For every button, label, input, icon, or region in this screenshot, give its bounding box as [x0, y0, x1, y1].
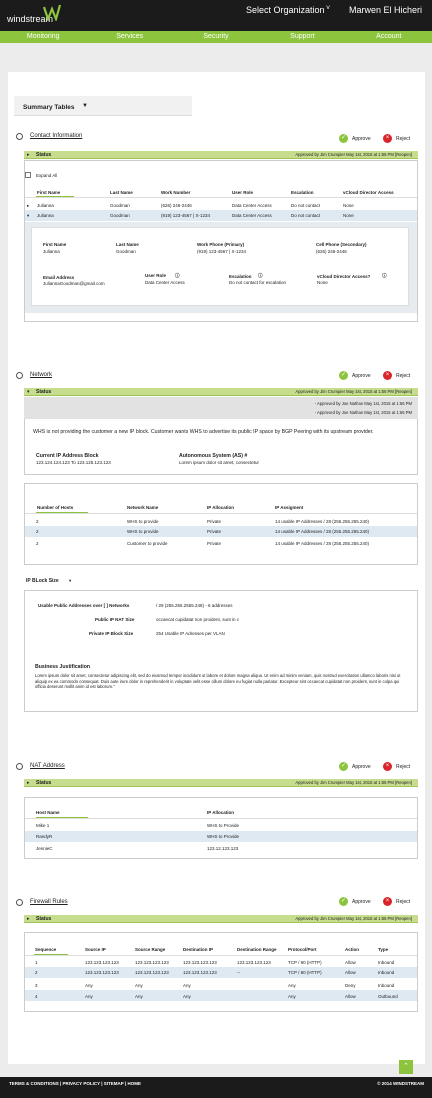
justification-text: Lorem ipsum dolor sit amet, consectetur adipiscing elit, sed do eiusmod tempor incididunt ut labore et dolore magna aliqua. Ut enim ad minim veniam, quis nostrud exercitation ullamco laboris nisi ut aliquip ex ea commodo consequat. Duis aute irure dolor in reprehenderit in voluptate velit esse cillum dolore eu fugiat nulla pariatur. Excepteur sint occaecat cupidatat non proident, sunt in culpa qui officia deserunt mollit anim id est laborum."	[35, 673, 401, 689]
cell: Goodman	[110, 203, 130, 208]
cell: TCP / 80 (HTTP)	[288, 960, 322, 965]
col-escalation[interactable]: Escalation	[291, 190, 314, 195]
collapse-icon[interactable]: ▸	[27, 780, 30, 786]
col-destination-range[interactable]: Destination Range	[237, 947, 277, 952]
cell: Allow	[345, 994, 356, 999]
content-canvas	[8, 72, 425, 1064]
history-item: - Approved by Joe Nathan May 1st, 2015 at 1:56 PM	[314, 401, 412, 406]
nav-services[interactable]: Services	[116, 33, 144, 40]
nat-title[interactable]: NAT Address	[30, 763, 65, 769]
cell: Any	[288, 983, 296, 988]
approve-button[interactable]: Approve	[352, 373, 371, 379]
cell: 3	[35, 983, 38, 988]
col-source-range[interactable]: Source Range	[135, 947, 166, 952]
cell: Do not contact	[291, 213, 321, 218]
detail-label: Escalation	[229, 274, 252, 279]
firewall-status-bar[interactable]	[24, 915, 418, 923]
ip-block-panel	[24, 590, 418, 712]
cell: 14 usable IP Addresses / 28 (255.255.255.240)	[275, 541, 369, 546]
ip-value: 254 Usable IP Adresses per VLAN	[156, 631, 225, 636]
network-info-panel	[24, 419, 418, 475]
cell: 2	[36, 519, 39, 524]
col-network-name[interactable]: Network Name	[127, 505, 159, 510]
status-label: Status	[36, 152, 52, 158]
cell: Any	[135, 994, 143, 999]
detail-label: Last Name	[116, 242, 139, 247]
ip-label: Usable Public Addresses over [ ] Networks	[38, 603, 130, 608]
chevron-down-icon[interactable]: ▾	[69, 578, 72, 583]
cell: Data Center Access	[232, 213, 272, 218]
cell: Any	[85, 983, 93, 988]
main-nav	[0, 31, 432, 43]
collapse-icon[interactable]: ▸	[27, 152, 30, 158]
col-ip-allocation[interactable]: IP Allocation	[207, 810, 235, 815]
divider	[25, 955, 417, 956]
cell: Any	[85, 994, 93, 999]
cell: WHS to provide	[127, 529, 159, 534]
cell: Allow	[345, 970, 356, 975]
cell: 4	[35, 994, 38, 999]
cell: Customer to provide	[127, 541, 168, 546]
close-icon[interactable]: ×	[383, 897, 392, 906]
close-icon[interactable]: ×	[383, 762, 392, 771]
contact-title[interactable]: Contact Information	[30, 133, 83, 139]
ip-value: occaecat cupidatat non proident, sunt in c	[156, 617, 240, 622]
justification-label: Business Justification	[35, 664, 91, 670]
current-ip-label: Current IP Address Block	[36, 453, 99, 459]
network-status-bar[interactable]	[24, 388, 418, 396]
status-label: Status	[36, 780, 52, 786]
detail-label: First Name	[43, 242, 67, 247]
check-icon[interactable]: ✓	[340, 372, 347, 378]
cell: None	[343, 203, 354, 208]
cell: Any	[183, 994, 191, 999]
col-first-name[interactable]: First Name	[37, 190, 61, 195]
cell: 2	[36, 529, 39, 534]
detail-label: User Role	[145, 273, 167, 278]
cell: 1	[35, 960, 38, 965]
network-title[interactable]: Network	[30, 372, 53, 378]
history-item: - Approved by Joe Nathan May 1st, 2015 at 1:56 PM	[314, 410, 412, 415]
col-destination-ip[interactable]: Destination IP	[183, 947, 214, 952]
cell: Any	[135, 983, 143, 988]
cell: 14 usable IP Addresses / 28 (255.255.255.240)	[275, 529, 369, 534]
approval-text[interactable]: Approved by Jim Crumpier May 1st, 2015 at 1:56 PM [Reopen]	[295, 152, 412, 157]
cell: 123.123.123.123	[183, 970, 217, 975]
detail-value: (919) 123-4567 | X-1234	[197, 249, 246, 254]
cell: None	[343, 213, 354, 218]
cell: 2	[35, 970, 38, 975]
col-last-name[interactable]: Last Name	[110, 190, 133, 195]
cell: Deny	[345, 983, 356, 988]
cell: Outbound	[378, 994, 398, 999]
row-detail-card	[31, 227, 409, 306]
detail-value: Goodman	[116, 249, 136, 254]
network-select-radio[interactable]	[16, 372, 23, 379]
cell: WHS to provide	[127, 519, 159, 524]
cell: 123.123.123.123	[237, 960, 271, 965]
footer-links[interactable]: TERMS & CONDITIONS | PRIVACY POLICY | SITEMAP | HOME	[9, 1081, 141, 1086]
approval-text[interactable]: Approved by Jim Crumpier May 1st, 2015 at 1:56 PM [Reopen]	[295, 916, 412, 921]
check-icon[interactable]: ✓	[340, 763, 347, 769]
current-ip-value: 123.124.124.123 To 123.125.123.123	[36, 460, 111, 465]
col-action[interactable]: Action	[345, 947, 359, 952]
cell: 123.123.123.123	[183, 960, 217, 965]
cell: Data Center Access	[232, 203, 272, 208]
info-icon[interactable]: ⓘ	[382, 273, 387, 278]
detail-label: Cell Phone (Secondary)	[316, 242, 367, 247]
col-hosts[interactable]: Number of Hosts	[37, 505, 74, 510]
ip-block-toggle[interactable]: IP BLock Size	[26, 578, 59, 584]
check-icon[interactable]: ✓	[340, 135, 347, 141]
cell: Private	[207, 541, 222, 546]
cell: Goodman	[110, 213, 130, 218]
check-icon[interactable]: ✓	[340, 898, 347, 904]
detail-value: Data Center Access	[145, 280, 185, 285]
expand-row-icon[interactable]: ▸	[27, 203, 30, 208]
cell: (626) 246-2446	[161, 203, 192, 208]
copyright: © 2014 WINDSTREAM	[377, 1081, 424, 1086]
detail-label: Work Phone (Primary)	[197, 242, 245, 247]
col-vcloud[interactable]: vCloud Director Access	[343, 190, 394, 195]
nav-support[interactable]: Support	[290, 33, 315, 40]
footer	[0, 1077, 432, 1098]
reject-button[interactable]: Reject	[396, 373, 411, 379]
logo-mark-icon	[43, 3, 65, 21]
ip-label: Public IP NAT Size	[95, 617, 135, 622]
col-sequence[interactable]: Sequence	[35, 947, 57, 952]
ip-value: / 29 (255.255.2555.248) - 6 addresses	[156, 603, 233, 608]
nav-monitoring[interactable]: Monitoring	[26, 33, 60, 40]
cell: RandyR	[36, 834, 53, 839]
network-table-panel	[24, 483, 418, 565]
collapse-icon[interactable]: ▸	[27, 916, 30, 922]
cell: Julianna	[37, 213, 54, 218]
org-selector[interactable]: Select Organization	[246, 5, 325, 15]
cell: Inbound	[378, 970, 395, 975]
reject-button[interactable]: Reject	[396, 764, 411, 770]
cell: 123.123.123.123	[135, 970, 169, 975]
nav-account[interactable]: Account	[376, 33, 402, 40]
cell: 123.123.123.123	[85, 970, 119, 975]
col-host-name[interactable]: Host Name	[36, 810, 60, 815]
cell: 123.123.123.123	[85, 960, 119, 965]
table-row[interactable]	[25, 990, 417, 1001]
divider	[25, 818, 417, 819]
cell: Inbound	[378, 983, 395, 988]
cell: Allow	[345, 960, 356, 965]
as-label: Autonomous System (AS) #	[179, 453, 248, 459]
chevron-up-icon: ⌃	[403, 1063, 409, 1070]
cell: JennieC	[36, 846, 53, 851]
cell: Inbound	[378, 960, 395, 965]
top-bar	[0, 0, 432, 31]
cell: WHS to Provide	[207, 823, 240, 828]
cell: WHS to Provide	[207, 834, 240, 839]
detail-value: Do not contact for escalation	[229, 280, 287, 285]
table-row[interactable]	[25, 967, 417, 978]
cell: 123.12.123.123	[207, 846, 239, 851]
nat-select-radio[interactable]	[16, 763, 23, 770]
collapse-row-icon[interactable]: ▾	[27, 213, 30, 218]
cell: Any	[288, 994, 296, 999]
scroll-top-button[interactable]	[399, 1060, 413, 1074]
table-row-selected[interactable]	[25, 210, 417, 221]
expand-all-checkbox[interactable]	[25, 172, 31, 178]
col-ip-assignment[interactable]: IP Assigment	[275, 505, 304, 510]
firewall-select-radio[interactable]	[16, 899, 23, 906]
col-source-ip[interactable]: Source IP	[85, 947, 106, 952]
nav-security[interactable]: Security	[203, 33, 229, 40]
reject-button[interactable]: Reject	[396, 136, 411, 142]
cell: Julianna	[37, 203, 54, 208]
cell: --	[237, 970, 240, 975]
close-icon[interactable]: ×	[383, 371, 392, 380]
cell: 123.123.123.123	[135, 960, 169, 965]
col-type[interactable]: Type	[378, 947, 389, 952]
summary-title[interactable]: Summary Tables	[23, 104, 75, 111]
cell: (919) 123-4567 | X-1234	[161, 213, 210, 218]
col-protocol[interactable]: Protocol/Port	[288, 947, 317, 952]
detail-value: (626) 246-2446	[316, 249, 347, 254]
info-icon[interactable]: ⓘ	[175, 273, 180, 278]
cell: Do not contact	[291, 203, 321, 208]
divider	[25, 197, 417, 198]
cell: 14 usable IP Addresses / 28 (255.255.255.240)	[275, 519, 369, 524]
cell: TCP / 80 (HTTP)	[288, 970, 322, 975]
col-ip-allocation[interactable]: IP Allocation	[207, 505, 235, 510]
expand-all-label: Expand All	[36, 173, 58, 178]
close-icon[interactable]: ×	[383, 134, 392, 143]
detail-label: Email Address	[43, 275, 75, 280]
col-user-role[interactable]: User Role	[232, 190, 254, 195]
nat-status-bar[interactable]	[24, 779, 418, 787]
expand-icon[interactable]: ▾	[27, 389, 30, 395]
divider	[25, 513, 417, 514]
col-work-number[interactable]: Work Number	[161, 190, 191, 195]
info-icon[interactable]: ⓘ	[258, 273, 263, 278]
firewall-title[interactable]: Firewall Rules	[30, 899, 68, 905]
detail-value: None	[317, 280, 328, 285]
as-value: Lorem ipsum dolor sit amet, consectetur	[179, 460, 260, 465]
contact-status-bar[interactable]	[24, 151, 418, 159]
cell: Private	[207, 519, 222, 524]
cell: Private	[207, 529, 222, 534]
detail-value: JuliannaGoodman@gmail.com	[43, 281, 105, 286]
detail-value: Julianna	[43, 249, 60, 254]
approval-text[interactable]: Approved by Jim Crumpier May 1st, 2015 at 1:56 PM [Reopen]	[295, 389, 412, 394]
approve-button[interactable]: Approve	[352, 764, 371, 770]
cell: Mike 1	[36, 823, 50, 828]
approve-button[interactable]: Approve	[352, 899, 371, 905]
chevron-down-icon[interactable]: ˅	[326, 5, 331, 12]
status-label: Status	[36, 916, 52, 922]
cell: 2	[36, 541, 39, 546]
reject-button[interactable]: Reject	[396, 899, 411, 905]
ip-label: Private IP Block Size	[89, 631, 134, 636]
summary-chevron-icon[interactable]: ▼	[82, 103, 88, 109]
approve-button[interactable]: Approve	[352, 136, 371, 142]
status-label: Status	[36, 389, 52, 395]
approval-text[interactable]: Approved by Jim Crumpier May 1st, 2015 at 1:56 PM [Reopen]	[295, 780, 412, 785]
detail-label: vCloud Director Access?	[317, 274, 371, 279]
network-description: WHS is not providing the customer a new IP block. Customer wants WHS to advertise its public IP space by BGP Peering with its upstream provider.	[33, 429, 374, 435]
logo[interactable]: windstream	[7, 14, 54, 24]
contact-select-radio[interactable]	[16, 133, 23, 140]
user-name[interactable]: Marwen El Hicheri	[349, 5, 423, 15]
cell: Any	[183, 983, 191, 988]
